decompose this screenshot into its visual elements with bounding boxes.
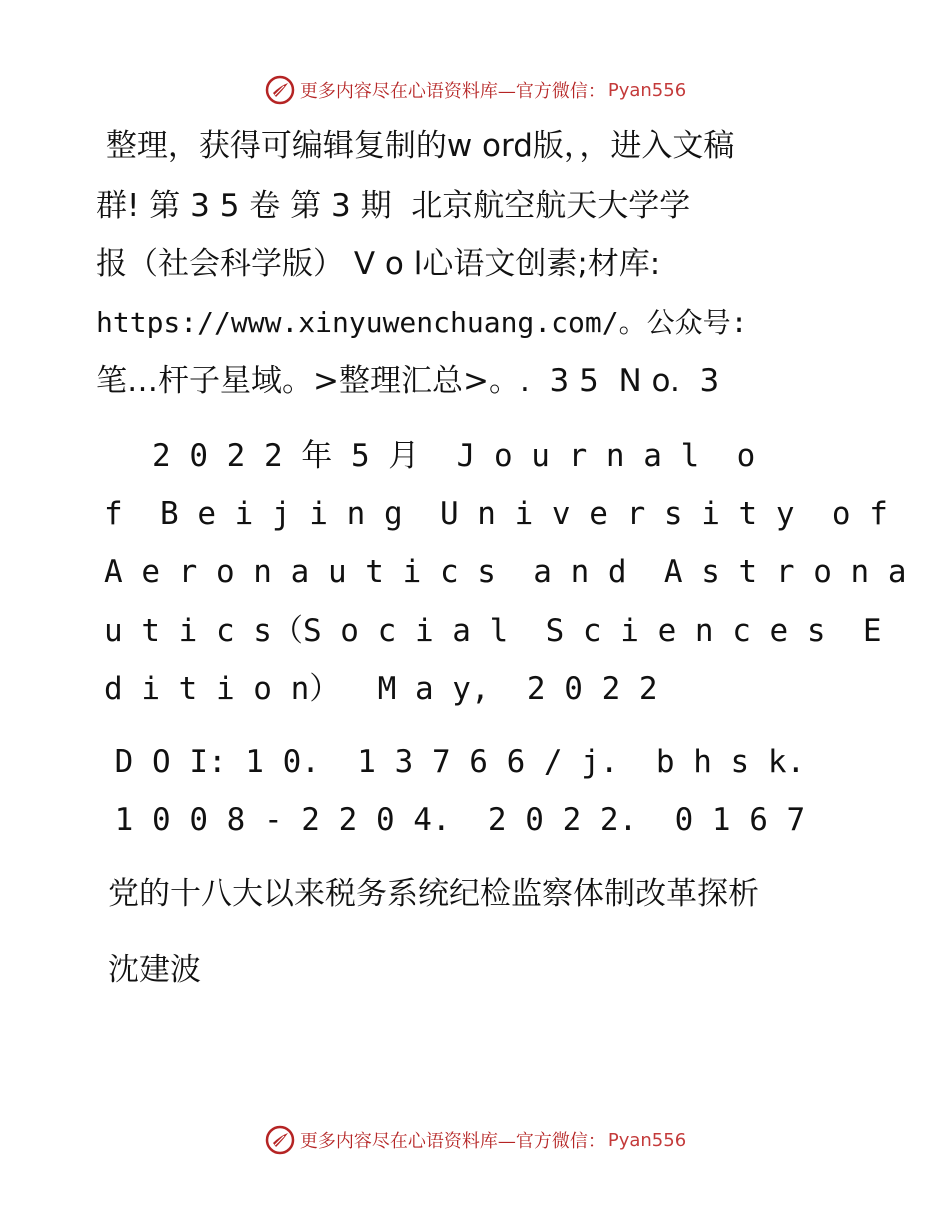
body-line-3: 报（社会科学版） V o l心语文创素;材库: xyxy=(96,246,661,282)
body-line-7: f B e i j i n g U n i v e r s i t y o f xyxy=(104,496,888,532)
body-line-9: u t i c s（S o c i a l S c i e n c e s E xyxy=(104,613,882,649)
banner-wechat-id: Pyan556 xyxy=(607,1129,687,1151)
body-line-10: d i t i o n） M a y, 2 0 2 2 xyxy=(104,671,658,707)
body-line-1: 整理，获得可编辑复制的w ord版，，进入文稿 xyxy=(96,128,735,164)
banner-wechat-id: Pyan556 xyxy=(607,79,687,101)
body-line-2: 群! 第 3 5 卷 第 3 期 北京航空航天大学学 xyxy=(96,188,691,224)
book-logo-icon xyxy=(264,74,296,106)
doi-line-2: 1 0 0 8 - 2 2 0 4. 2 0 2 2. 0 1 6 7 xyxy=(96,802,806,838)
banner-text: 更多内容尽在心语资料库—官方微信： xyxy=(299,1131,606,1152)
header-banner xyxy=(0,70,950,110)
book-logo-icon xyxy=(264,1124,296,1156)
doi-line-1: D O I: 1 0. 1 3 7 6 6 / j. b h s k. xyxy=(96,744,806,780)
article-author: 沈建波 xyxy=(108,952,201,988)
body-line-4: https://www.xinyuwenchuang.com/。公众号: xyxy=(96,306,748,339)
banner-text: 更多内容尽在心语资料库—官方微信： xyxy=(299,81,606,102)
article-title: 党的十八大以来税务系统纪检监察体制改革探析 xyxy=(108,876,759,912)
body-line-5: 笔…杆子星域。>整理汇总>。. 3 5 N o. 3 xyxy=(96,363,720,399)
body-line-8: A e r o n a u t i c s a n d A s t r o n a xyxy=(104,554,907,590)
body-line-6: 2 0 2 2 年 5 月 J o u r n a l o xyxy=(96,438,756,474)
footer-banner xyxy=(0,1120,950,1160)
